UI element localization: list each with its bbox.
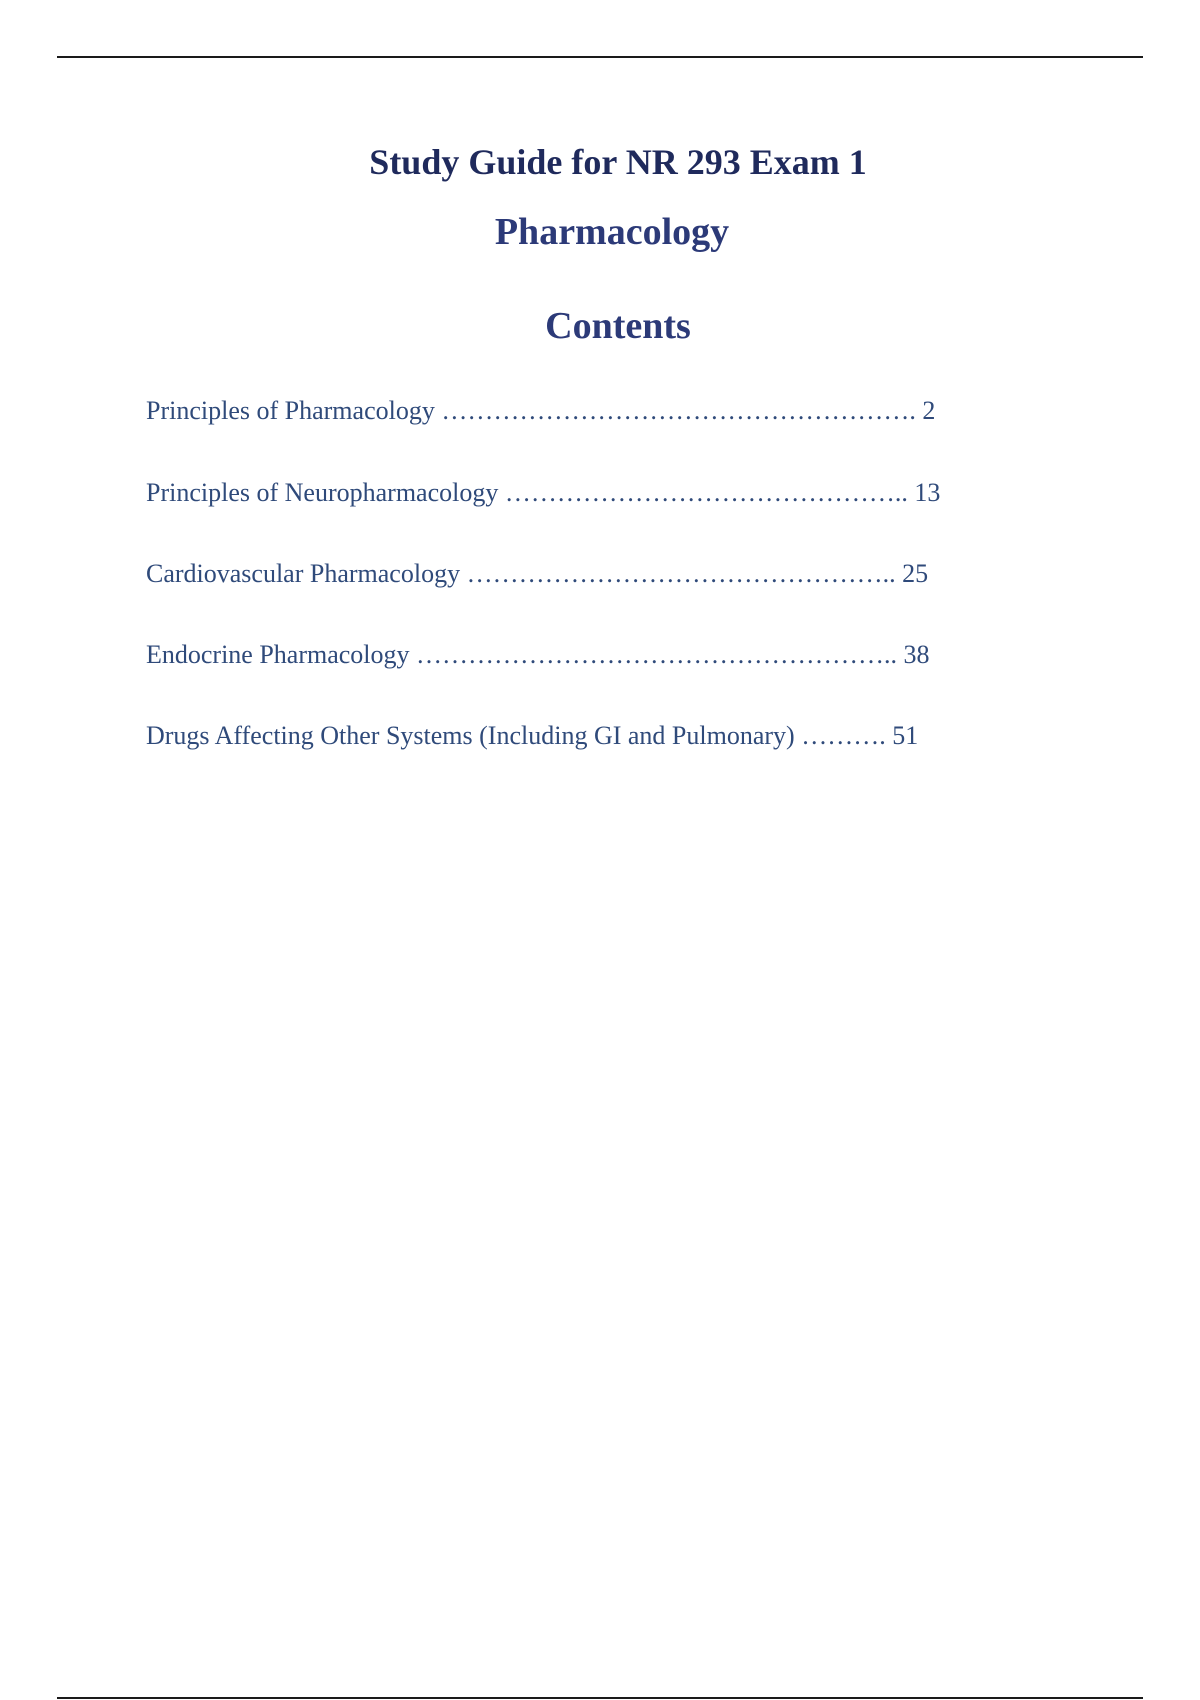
footer-rule	[57, 1697, 1143, 1699]
document-title: Study Guide for NR 293 Exam 1	[369, 142, 867, 182]
toc-entry-page: 51	[892, 721, 919, 750]
toc-entry-page: 25	[902, 559, 929, 588]
toc-entry-leader: ………………………………………..	[504, 478, 908, 507]
toc-entry-page: 2	[922, 396, 936, 425]
toc-entry-leader: …………………………………………..	[466, 559, 896, 588]
toc-entry-page: 13	[914, 478, 941, 507]
toc-entry-endocrine-pharmacology[interactable]	[146, 639, 930, 670]
toc-entry-label: Principles of Neuropharmacology	[146, 478, 499, 507]
header-rule	[57, 56, 1143, 58]
toc-entry-label: Drugs Affecting Other Systems (Including GI and Pulmonary)	[146, 721, 795, 750]
toc-entry-cardiovascular-pharmacology[interactable]	[146, 558, 928, 589]
toc-entry-page: 38	[903, 640, 930, 669]
toc-entry-leader: ………………………………………………..	[416, 640, 898, 669]
toc-entry-label: Principles of Pharmacology	[146, 396, 435, 425]
toc-entry-leader: ……………………………………………….	[441, 396, 916, 425]
document-subtitle: Pharmacology	[494, 211, 730, 253]
contents-heading: Contents	[545, 305, 691, 347]
toc-entry-principles-of-pharmacology[interactable]	[146, 395, 935, 426]
toc-entry-drugs-affecting-other-systems[interactable]	[146, 720, 918, 751]
toc-entry-label: Endocrine Pharmacology	[146, 640, 410, 669]
toc-entry-label: Cardiovascular Pharmacology	[146, 559, 461, 588]
toc-entry-principles-of-neuropharmacology[interactable]	[146, 477, 940, 508]
toc-entry-leader: ……….	[801, 721, 886, 750]
